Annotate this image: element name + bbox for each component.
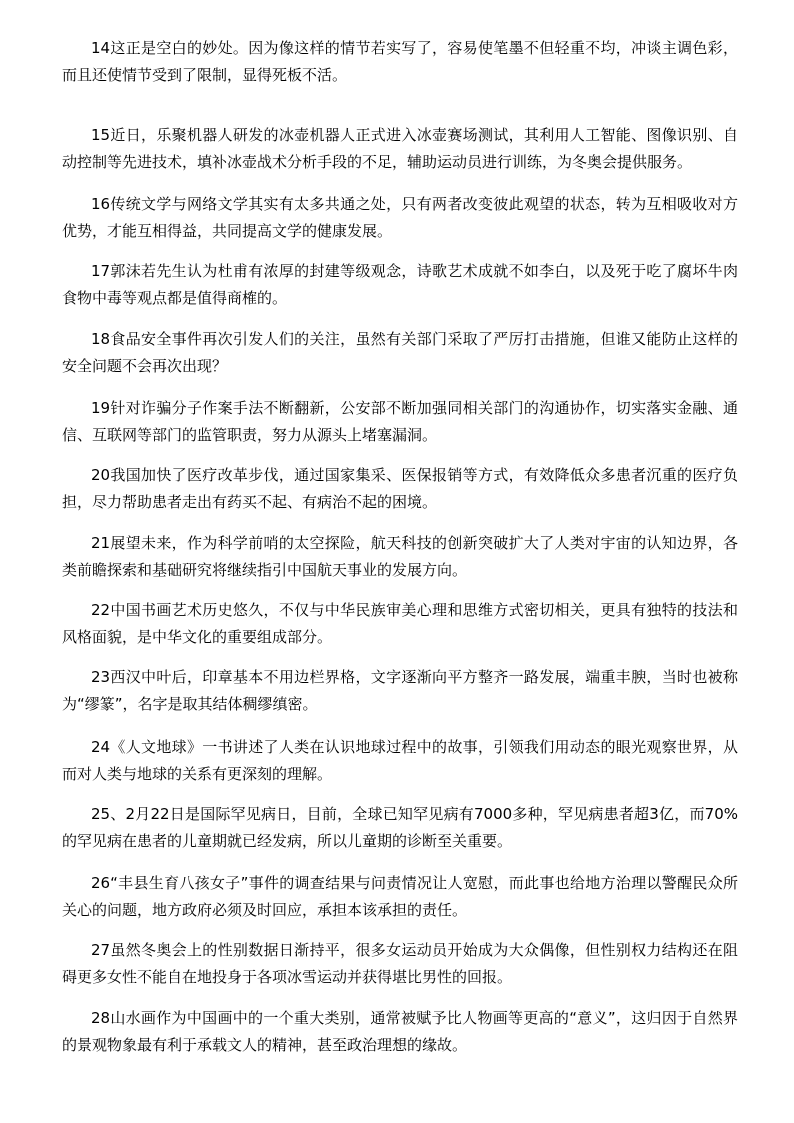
sentence-paragraph-16: 16传统文学与网络文学其实有太多共通之处，只有两者改变彼此观望的状态，转为互相吸收对方优势，才能互相得益，共同提高文学的健康发展。	[62, 195, 738, 240]
sentence-paragraph-24: 24《人文地球》一书讲述了人类在认识地球过程中的故事，引领我们用动态的眼光观察世界，从而对人类与地球的关系有更深刻的理解。	[62, 738, 738, 783]
sentence-paragraph-14: 14这正是空白的妙处。因为像这样的情节若实写了，容易使笔墨不但轻重不均，冲谈主调色彩，而且还使情节受到了限制，显得死板不活。	[62, 39, 738, 84]
sentence-paragraph-21: 21展望未来，作为科学前哨的太空探险，航天科技的创新突破扩大了人类对宇宙的认知边界，各类前瞻探索和基础研究将继续指引中国航天事业的发展方向。	[62, 534, 738, 579]
sentence-paragraph-28: 28山水画作为中国画中的一个重大类别，通常被赋予比人物画等更高的“意义”，这归因于自然界的景观物象最有利于承载文人的精神，甚至政治理想的缘故。	[62, 1009, 738, 1054]
sentence-paragraph-26: 26“丰县生育八孩女子”事件的调查结果与问责情况让人宽慰，而此事也给地方治理以警醒民众所关心的问题，地方政府必须及时回应，承担本该承担的责任。	[62, 874, 738, 919]
sentence-paragraph-25: 25、2月22日是国际罕见病日，目前，全球已知罕见病有7000多种，罕见病患者超3亿，而70%的罕见病在患者的儿童期就已经发病，所以儿童期的诊断至关重要。	[62, 805, 738, 850]
sentence-paragraph-15: 15近日，乐聚机器人研发的冰壶机器人正式进入冰壶赛场测试，其利用人工智能、图像识别、自动控制等先进技术，填补冰壶战术分析手段的不足，辅助运动员进行训练，为冬奥会提供服务。	[62, 126, 738, 171]
sentence-paragraph-18: 18食品安全事件再次引发人们的关注，虽然有关部门采取了严厉打击措施，但谁又能防止这样的安全问题不会再次出现？	[62, 330, 738, 375]
sentence-paragraph-17: 17郭沫若先生认为杜甫有浓厚的封建等级观念，诗歌艺术成就不如李白，以及死于吃了腐坏牛肉食物中毒等观点都是值得商榷的。	[62, 262, 738, 307]
sentence-paragraph-27: 27虽然冬奥会上的性别数据日渐持平，很多女运动员开始成为大众偶像，但性别权力结构还在阻碍更多女性不能自在地投身于各项冰雪运动并获得堪比男性的回报。	[62, 941, 738, 986]
sentence-paragraph-19: 19针对诈骗分子作案手法不断翻新，公安部不断加强同相关部门的沟通协作，切实落实金融、通信、互联网等部门的监管职责，努力从源头上堵塞漏洞。	[62, 399, 738, 444]
sentence-paragraph-22: 22中国书画艺术历史悠久，不仅与中华民族审美心理和思维方式密切相关，更具有独特的技法和风格面貌，是中华文化的重要组成部分。	[62, 601, 738, 646]
sentence-paragraph-20: 20我国加快了医疗改革步伐，通过国家集采、医保报销等方式，有效降低众多患者沉重的医疗负担，尽力帮助患者走出有药买不起、有病治不起的困境。	[62, 466, 738, 511]
sentence-paragraph-23: 23西汉中叶后，印章基本不用边栏界格，文字逐渐向平方整齐一路发展，端重丰腴，当时也被称为“缪篆”，名字是取其结体稠缪缜密。	[62, 668, 738, 713]
